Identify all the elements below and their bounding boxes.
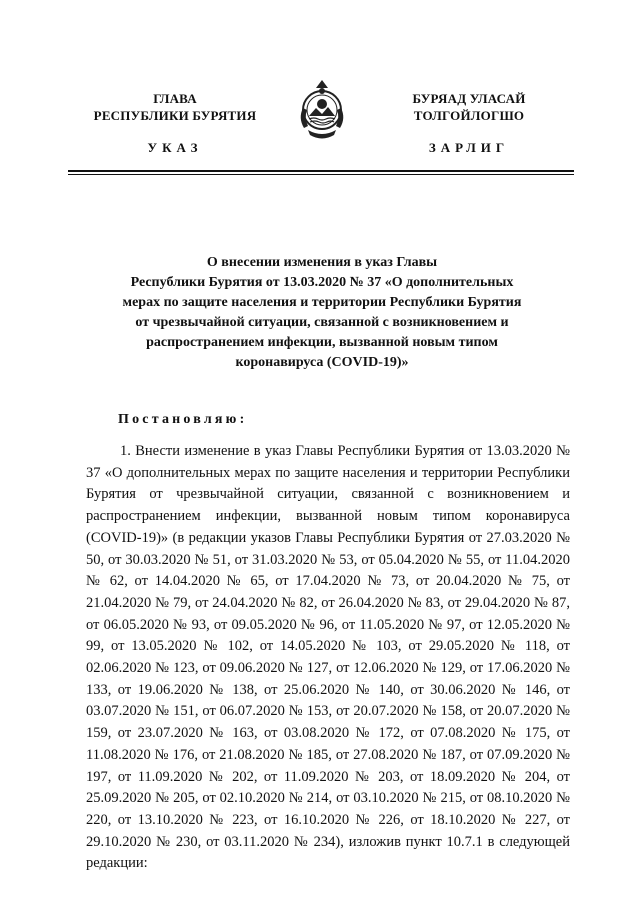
header-right-line2: ТОЛГОЙЛОГШО xyxy=(413,108,525,123)
header-rule-thick xyxy=(68,170,574,172)
decree-label-bua: ЗАРЛИГ xyxy=(428,140,510,155)
title-line: О внесении изменения в указ Главы xyxy=(206,255,438,270)
decree-label-ru: УКАЗ xyxy=(147,140,203,155)
header-left-line1: ГЛАВА xyxy=(153,91,197,106)
header-right-line1: БУРЯАД УЛАСАЙ xyxy=(412,91,526,106)
document-title xyxy=(100,253,544,373)
title-line: мерах по защите населения и территории Республики Бурятия xyxy=(122,295,522,310)
header-right xyxy=(380,90,558,124)
header-left xyxy=(86,90,264,124)
resolve-heading: Постановляю: xyxy=(118,412,248,427)
header-rule-thin xyxy=(68,174,574,175)
title-line: Республики Бурятия от 13.03.2020 № 37 «О дополнительных xyxy=(130,275,514,290)
title-line: распространением инфекции, вызванной новым типом xyxy=(146,335,498,350)
body-paragraph: 1. Внести изменение в указ Главы Республики Бурятия от 13.03.2020 № 37 «О дополнительных мерах по защите населения и территории Республики Бурятия от чрезвычайной ситуации, связанной с возникновением и распространением инфекции, вызванной новым типом коронавируса (COVID-19)» (в редакции указов Главы Республики Бурятия от 27.03.2020 № 50, от 30.03.2020 № 51, от 31.03.2020 № 53, от 05.04.2020 № 55, от 11.04.2020 № 62, от 14.04.2020 № 65, от 17.04.2020 № 73, от 20.04.2020 № 75, от 21.04.2020 № 79, от 24.04.2020 № 82, от 26.04.2020 № 83, от 29.04.2020 № 87, от 06.05.2020 № 93, от 09.05.2020 № 96, от 11.05.2020 № 97, от 12.05.2020 № 99, от 13.05.2020 № 102, от 14.05.2020 № 103, от 29.05.2020 № 118, от 02.06.2020 № 123, от 09.06.2020 № 127, от 12.06.2020 № 129, от 17.06.2020 № 133, от 19.06.2020 № 138, от 25.06.2020 № 140, от 30.06.2020 № 146, от 03.07.2020 № 151, от 06.07.2020 № 153, от 20.07.2020 № 158, от 20.07.2020 № 159, от 23.07.2020 № 163, от 03.08.2020 № 172, от 07.08.2020 № 175, от 11.08.2020 № 176, от 21.08.2020 № 185, от 27.08.2020 № 187, от 07.09.2020 № 197, от 11.09.2020 № 202, от 11.09.2020 № 203, от 18.09.2020 № 204, от 25.09.2020 № 205, от 02.10.2020 № 214, от 03.10.2020 № 215, от 08.10.2020 № 220, от 13.10.2020 № 223, от 16.10.2020 № 226, от 18.10.2020 № 227, от 29.10.2020 № 230, от 03.11.2020 № 234), изложив пункт 10.7.1 в следующей редакции: xyxy=(86,443,570,872)
title-line: от чрезвычайной ситуации, связанной с возникновением и xyxy=(135,315,509,330)
coat-of-arms-icon xyxy=(294,78,350,144)
title-line: коронавируса (COVID-19)» xyxy=(235,355,409,370)
header-left-line2: РЕСПУБЛИКИ БУРЯТИЯ xyxy=(93,108,257,123)
